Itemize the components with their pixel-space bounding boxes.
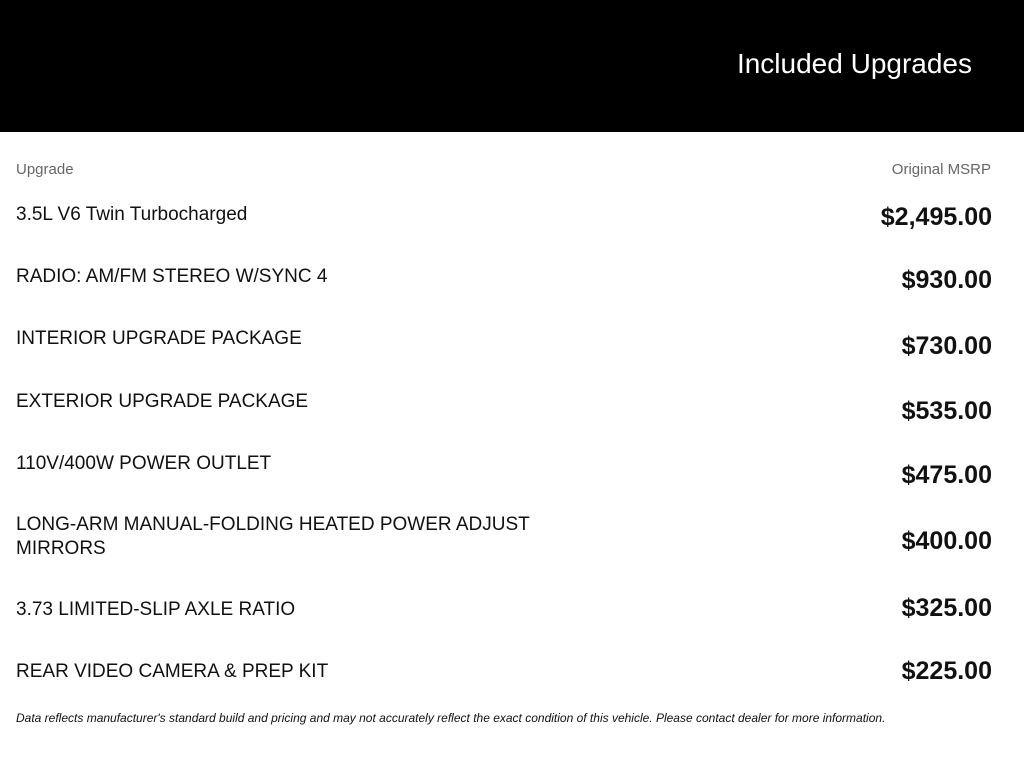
column-header-msrp: Original MSRP bbox=[891, 161, 991, 178]
table-row bbox=[16, 513, 992, 573]
table-row bbox=[16, 594, 992, 654]
disclaimer-footnote: Data reflects manufacturer's standard build and pricing and may not accurately reflect the exact condition of this vehicle. Please contact dealer for more information. bbox=[16, 711, 886, 725]
upgrade-label: INTERIOR UPGRADE PACKAGE bbox=[16, 328, 302, 349]
table-row bbox=[16, 390, 992, 446]
upgrade-price: $2,495.00 bbox=[880, 203, 992, 231]
upgrade-price: $930.00 bbox=[901, 266, 992, 294]
upgrade-price: $730.00 bbox=[901, 332, 992, 360]
column-header-upgrade: Upgrade bbox=[16, 161, 74, 178]
upgrade-label: EXTERIOR UPGRADE PACKAGE bbox=[16, 391, 309, 412]
table-row bbox=[16, 265, 992, 321]
upgrade-price: $535.00 bbox=[901, 397, 992, 425]
table-row bbox=[16, 452, 992, 508]
table-row bbox=[16, 327, 992, 383]
upgrade-label: 110V/400W POWER OUTLET bbox=[16, 453, 272, 474]
upgrade-price: $325.00 bbox=[901, 594, 992, 622]
upgrade-price: $225.00 bbox=[901, 657, 992, 685]
upgrade-label: 3.5L V6 Twin Turbocharged bbox=[16, 204, 248, 225]
upgrade-price: $400.00 bbox=[901, 527, 992, 555]
upgrade-label: LONG-ARM MANUAL-FOLDING HEATED POWER ADJUST MIRRORS bbox=[16, 514, 530, 559]
header-bar bbox=[0, 0, 1024, 132]
upgrade-label: REAR VIDEO CAMERA & PREP KIT bbox=[16, 661, 329, 682]
upgrade-label: 3.73 LIMITED-SLIP AXLE RATIO bbox=[16, 599, 296, 620]
upgrade-price: $475.00 bbox=[901, 461, 992, 489]
table-row bbox=[16, 203, 992, 259]
table-row bbox=[16, 657, 992, 716]
upgrade-label: RADIO: AM/FM STEREO W/SYNC 4 bbox=[16, 266, 328, 287]
page-title: Included Upgrades bbox=[736, 48, 972, 79]
